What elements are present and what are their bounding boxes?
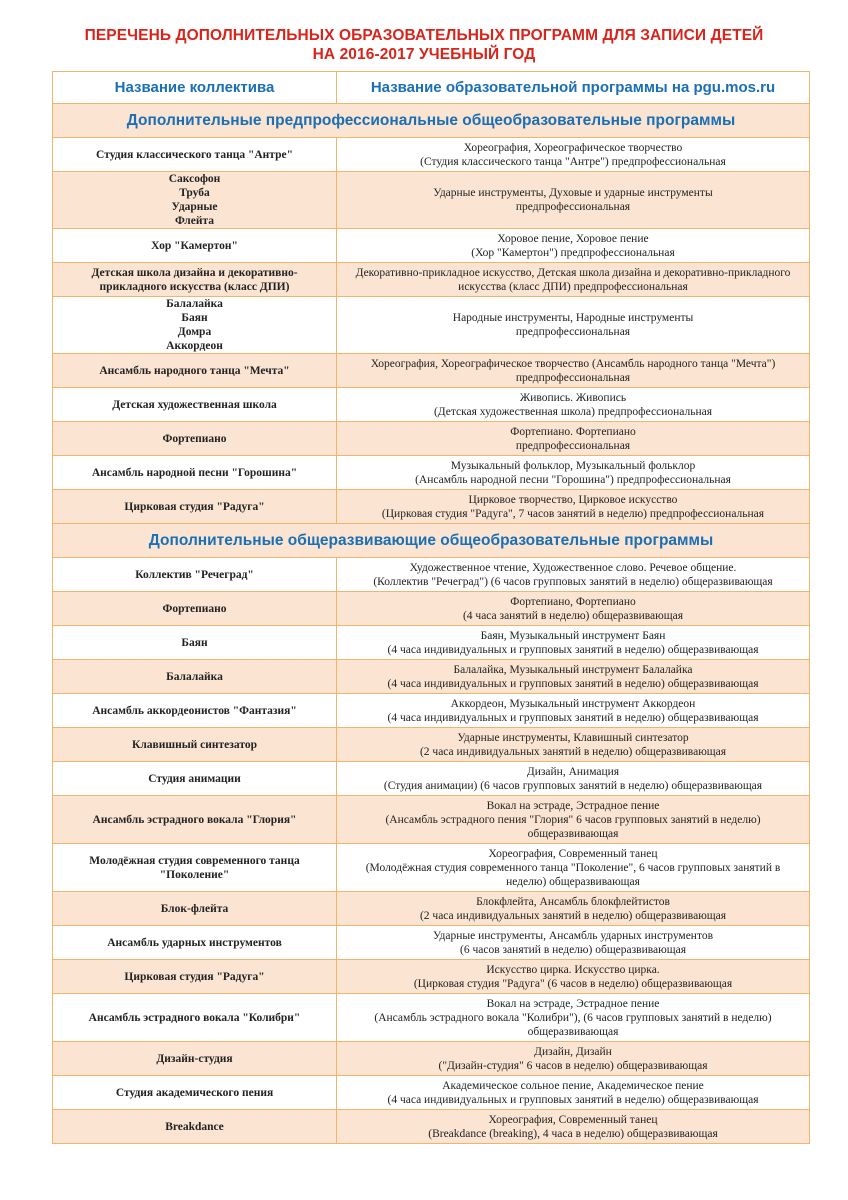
program-name-line: предпрофессиональная — [515, 439, 631, 452]
collective-name — [53, 660, 337, 694]
program-name — [337, 422, 810, 456]
section-title: Дополнительные предпрофессиональные общеобразовательные программы — [53, 104, 810, 138]
table-row — [53, 796, 810, 844]
collective-name-line: Блок-флейта — [160, 902, 229, 915]
program-name-line: Вокал на эстраде, Эстрадное пение — [486, 799, 660, 812]
program-name — [337, 1076, 810, 1110]
collective-name-line: Балалайка — [166, 298, 223, 310]
column-header-program: Название образовательной программы на pgu.mos.ru — [337, 72, 810, 104]
collective-name — [53, 263, 337, 297]
program-name-line: (Хор "Камертон") предпрофессиональная — [471, 246, 675, 259]
program-name-line: Ударные инструменты, Духовые и ударные инструменты — [433, 187, 713, 199]
collective-name — [53, 762, 337, 796]
program-name-line: Художественное чтение, Художественное слово. Речевое общение. — [409, 561, 737, 574]
collective-name-line: Ансамбль аккордеонистов "Фантазия" — [92, 704, 297, 717]
table-row — [53, 728, 810, 762]
program-name — [337, 138, 810, 172]
collective-name-line: "Поколение" — [159, 868, 230, 881]
program-name — [337, 297, 810, 354]
collective-name — [53, 926, 337, 960]
program-name-line: Балалайка, Музыкальный инструмент Балалайка — [453, 663, 693, 676]
collective-name-line: Цирковая студия "Радуга" — [124, 970, 265, 983]
table-row — [53, 172, 810, 229]
table-row — [53, 138, 810, 172]
collective-name-line: Балалайка — [166, 670, 223, 683]
collective-name-line: Труба — [179, 187, 210, 199]
program-name — [337, 762, 810, 796]
page-title — [0, 26, 848, 64]
section-title: Дополнительные общеразвивающие общеобразовательные программы — [53, 524, 810, 558]
collective-name — [53, 490, 337, 524]
program-name-line: Ударные инструменты, Ансамбль ударных инструментов — [432, 929, 714, 942]
program-name-line: Декоративно-прикладное искусство, Детская школа дизайна и декоративно-прикладного — [355, 266, 791, 279]
collective-name — [53, 1076, 337, 1110]
program-name-line: Музыкальный фольклор, Музыкальный фольклор — [450, 459, 696, 472]
collective-name-line: Студия классического танца "Антре" — [96, 148, 293, 161]
table-row — [53, 422, 810, 456]
section-row — [53, 524, 810, 558]
collective-name — [53, 297, 337, 354]
collective-name — [53, 1110, 337, 1144]
program-name — [337, 660, 810, 694]
collective-name — [53, 592, 337, 626]
collective-name — [53, 229, 337, 263]
program-name — [337, 728, 810, 762]
collective-name-line: Детская художественная школа — [112, 398, 277, 411]
header-row — [53, 72, 810, 104]
collective-name-line: Баян — [181, 312, 208, 324]
collective-name-line: прикладного искусства (класс ДПИ) — [99, 280, 290, 293]
collective-name-line: Клавишный синтезатор — [131, 738, 258, 751]
program-name-line: (Ансамбль эстрадного вокала "Колибри"), (6 часов групповых занятий в неделю) — [374, 1011, 772, 1024]
program-name-line: Хоровое пение, Хоровое пение — [497, 232, 649, 245]
table-row — [53, 660, 810, 694]
collective-name — [53, 994, 337, 1042]
program-name — [337, 456, 810, 490]
program-name-line: Цирковое творчество, Цирковое искусство — [468, 493, 678, 506]
program-name-line: (4 часа занятий в неделю) общеразвивающая — [462, 609, 684, 622]
program-name-line: (2 часа индивидуальных занятий в неделю) общеразвивающая — [419, 909, 727, 922]
collective-name-line: Хор "Камертон" — [151, 239, 238, 252]
program-name — [337, 1042, 810, 1076]
program-name-line: (Студия классического танца "Антре") предпрофессиональная — [420, 155, 726, 168]
program-name-line: Аккордеон, Музыкальный инструмент Аккордеон — [450, 697, 696, 710]
program-name — [337, 796, 810, 844]
program-name-line: (Ансамбль народной песни "Горошина") предпрофессиональная — [415, 473, 731, 486]
collective-name-line: Ансамбль ударных инструментов — [107, 936, 282, 949]
program-name-line: неделю) общеразвивающая — [506, 875, 640, 888]
program-name-line: (4 часа индивидуальных и групповых занятий в неделю) общеразвивающая — [387, 643, 759, 656]
page-title-line-2: НА 2016-2017 УЧЕБНЫЙ ГОД — [312, 46, 536, 63]
program-name — [337, 1110, 810, 1144]
program-name-line: Фортепиано, Фортепиано — [510, 595, 636, 608]
program-name — [337, 490, 810, 524]
table-row — [53, 558, 810, 592]
table-body — [53, 104, 810, 1144]
program-name-line: (4 часа индивидуальных и групповых занятий в неделю) общеразвивающая — [387, 711, 759, 724]
collective-name — [53, 728, 337, 762]
program-name-line: предпрофессиональная — [515, 201, 631, 213]
program-name-line: общеразвивающая — [527, 1025, 619, 1038]
table-row — [53, 762, 810, 796]
program-name-line: Вокал на эстраде, Эстрадное пение — [486, 997, 660, 1010]
program-name-line: (6 часов занятий в неделю) общеразвивающая — [460, 943, 686, 956]
program-name-line: (Молодёжная студия современного танца "Поколение", 6 часов групповых занятий в — [365, 861, 781, 874]
program-name — [337, 229, 810, 263]
collective-name — [53, 456, 337, 490]
collective-name — [53, 422, 337, 456]
program-name-line: Хореография, Современный танец — [488, 1113, 658, 1126]
program-name-line: (Breakdance (breaking), 4 часа в неделю) общеразвивающая — [428, 1127, 718, 1140]
program-name-line: (2 часа индивидуальных занятий в неделю) общеразвивающая — [419, 745, 727, 758]
program-name-line: Дизайн, Анимация — [526, 765, 620, 778]
program-name — [337, 558, 810, 592]
program-name — [337, 994, 810, 1042]
program-name-line: Баян, Музыкальный инструмент Баян — [480, 629, 666, 642]
table-row — [53, 388, 810, 422]
program-name — [337, 694, 810, 728]
table-row — [53, 926, 810, 960]
column-header-collective: Название коллектива — [53, 72, 337, 104]
table-row — [53, 490, 810, 524]
collective-name-line: Ударные — [171, 201, 218, 213]
collective-name-line: Детская школа дизайна и декоративно- — [91, 266, 298, 279]
table-row — [53, 892, 810, 926]
program-name-line: Народные инструменты, Народные инструменты — [452, 312, 694, 324]
program-name-line: искусства (класс ДПИ) предпрофессиональная — [458, 280, 688, 293]
table-row — [53, 592, 810, 626]
collective-name-line: Цирковая студия "Радуга" — [124, 500, 265, 513]
program-name-line: Дизайн, Дизайн — [534, 1045, 612, 1058]
collective-name-line: Дизайн-студия — [156, 1052, 233, 1065]
program-name-line: ("Дизайн-студия" 6 часов в неделю) общеразвивающая — [438, 1059, 708, 1072]
program-name — [337, 960, 810, 994]
table-row — [53, 1042, 810, 1076]
program-name — [337, 172, 810, 229]
collective-name-line: Ансамбль эстрадного вокала "Глория" — [92, 813, 297, 826]
program-name-line: Хореография, Хореографическое творчество — [463, 141, 683, 154]
program-name-line: предпрофессиональная — [515, 326, 631, 338]
collective-name — [53, 626, 337, 660]
section-row — [53, 104, 810, 138]
program-name-line: Хореография, Хореографическое творчество (Ансамбль народного танца "Мечта") — [370, 357, 776, 370]
program-name-line: Хореография, Современный танец — [488, 847, 658, 860]
collective-name-line: Фортепиано — [162, 602, 227, 615]
collective-name-line: Ансамбль народной песни "Горошина" — [91, 466, 298, 479]
table-row — [53, 994, 810, 1042]
program-name-line: Живопись. Живопись — [519, 391, 627, 404]
program-name-line: Искусство цирка. Искусство цирка. — [486, 963, 660, 976]
collective-name — [53, 354, 337, 388]
table-row — [53, 1110, 810, 1144]
collective-name-line: Breakdance — [165, 1120, 224, 1133]
program-name-line: (4 часа индивидуальных и групповых занятий в неделю) общеразвивающая — [387, 677, 759, 690]
programs-table — [52, 71, 810, 1144]
program-name-line: (Коллектив "Речеград") (6 часов групповых занятий в неделю) общеразвивающая — [373, 575, 773, 588]
table-row — [53, 229, 810, 263]
program-name — [337, 926, 810, 960]
program-name — [337, 388, 810, 422]
collective-name-line: Баян — [181, 636, 208, 649]
program-name-line: (Ансамбль эстрадного пения "Глория" 6 часов групповых занятий в неделю) — [385, 813, 761, 826]
collective-name-line: Фортепиано — [162, 432, 227, 445]
program-name — [337, 892, 810, 926]
collective-name-line: Домра — [177, 326, 212, 338]
table-row — [53, 844, 810, 892]
collective-name-line: Студия академического пения — [115, 1086, 274, 1099]
collective-name — [53, 844, 337, 892]
collective-name — [53, 558, 337, 592]
table-row — [53, 354, 810, 388]
program-name-line: (Детская художественная школа) предпрофессиональная — [433, 405, 713, 418]
table-row — [53, 263, 810, 297]
program-name-line: Блокфлейта, Ансамбль блокфлейтистов — [476, 895, 670, 908]
program-name — [337, 592, 810, 626]
collective-name — [53, 694, 337, 728]
table-row — [53, 297, 810, 354]
table-row — [53, 694, 810, 728]
program-name — [337, 626, 810, 660]
program-name-line: предпрофессиональная — [515, 371, 631, 384]
program-name-line: Академическое сольное пение, Академическое пение — [442, 1079, 704, 1092]
program-name-line: общеразвивающая — [527, 827, 619, 840]
table-row — [53, 1076, 810, 1110]
collective-name-line: Аккордеон — [166, 340, 223, 352]
program-name-line: Фортепиано. Фортепиано — [510, 425, 636, 438]
collective-name — [53, 892, 337, 926]
program-name-line: Ударные инструменты, Клавишный синтезатор — [457, 731, 689, 744]
collective-name-line: Студия анимации — [148, 772, 241, 785]
program-name — [337, 354, 810, 388]
program-name-line: (Студия анимации) (6 часов групповых занятий в неделю) общеразвивающая — [383, 779, 763, 792]
collective-name — [53, 1042, 337, 1076]
collective-name-line: Коллектив "Речеград" — [135, 568, 254, 581]
program-name-line: (Цирковая студия "Радуга" (6 часов в неделю) общеразвивающая — [413, 977, 733, 990]
program-name — [337, 263, 810, 297]
program-name-line: (Цирковая студия "Радуга", 7 часов занятий в неделю) предпрофессиональная — [381, 507, 765, 520]
collective-name-line: Саксофон — [168, 173, 221, 185]
collective-name-line: Ансамбль эстрадного вокала "Колибри" — [88, 1011, 301, 1024]
table-row — [53, 626, 810, 660]
collective-name — [53, 138, 337, 172]
collective-name — [53, 796, 337, 844]
page-title-line-1: ПЕРЕЧЕНЬ ДОПОЛНИТЕЛЬНЫХ ОБРАЗОВАТЕЛЬНЫХ ПРОГРАММ ДЛЯ ЗАПИСИ ДЕТЕЙ — [84, 27, 764, 44]
program-name — [337, 844, 810, 892]
table-row — [53, 456, 810, 490]
table-row — [53, 960, 810, 994]
collective-name — [53, 960, 337, 994]
collective-name — [53, 172, 337, 229]
collective-name-line: Ансамбль народного танца "Мечта" — [99, 364, 290, 377]
collective-name — [53, 388, 337, 422]
program-name-line: (4 часа индивидуальных и групповых занятий в неделю) общеразвивающая — [387, 1093, 759, 1106]
collective-name-line: Флейта — [174, 215, 215, 227]
collective-name-line: Молодёжная студия современного танца — [89, 854, 300, 867]
